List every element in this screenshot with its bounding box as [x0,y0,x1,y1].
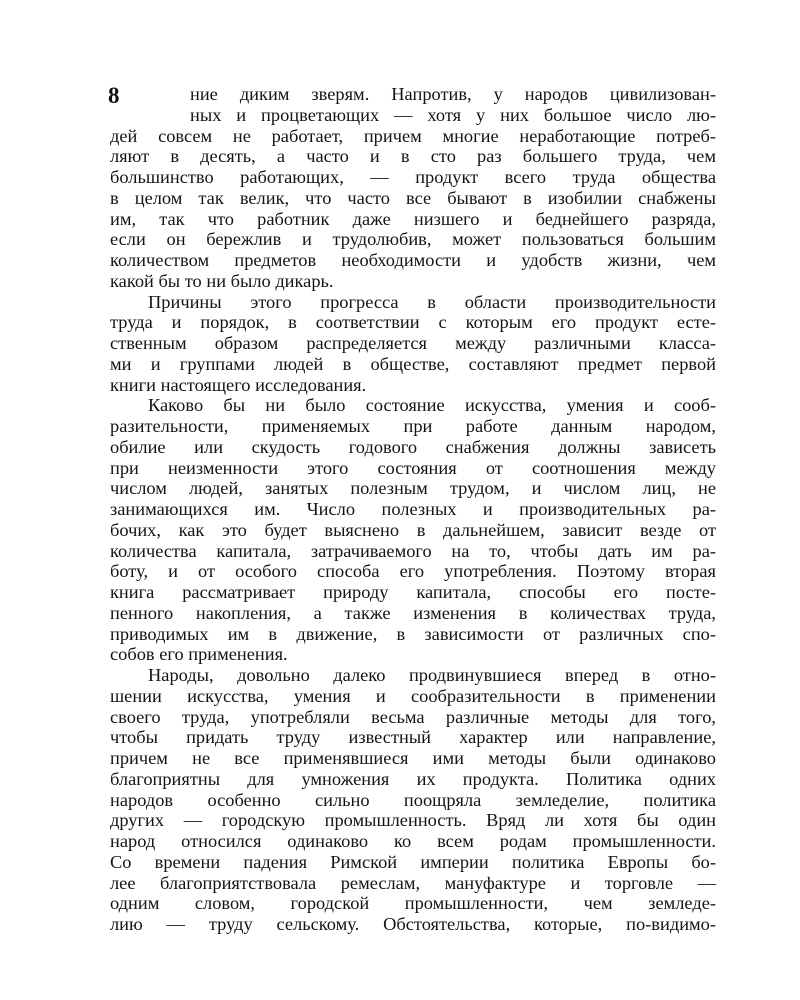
text-line: в целом так велик, что часто все бывают в изобилии снабжены [110,187,716,208]
text-line: ние диким зверям. Напротив, у народов цивилизован- [190,84,716,104]
text-line: большинство работающих, — продукт всего труда общества [110,167,716,187]
text-line: Со времени падения Римской империи политика Европы бо- [110,851,716,872]
text-line: книга рассматривает природу капитала, способы его посте- [110,582,716,602]
text-line: лее благоприятствовала ремеслам, мануфактуре и торговле — [110,872,716,893]
text-line: благоприятны для умножения их продукта. Политика одних [110,768,716,789]
text-line: обилие или скудость годового снабжения должны зависеть [110,436,716,457]
text-line: если он бережлив и трудолюбив, может пользоваться большим [110,229,716,250]
text-line: Каково бы ни было состояние искусства, умения и сооб- [148,395,716,416]
page-number: 8 [108,83,120,108]
text-line: ных и процветающих — хотя у них большое число лю- [190,104,716,125]
text-line: ственным образом распределяется между различными класса- [110,333,716,353]
text-line: Народы, довольно далеко продвинувшиеся вперед в отно- [148,665,716,685]
text-line: бочих, как это будет выяснено в дальнейшем, зависит везде от [110,519,716,540]
text-line: лию — труду сельскому. Обстоятельства, которые, по-видимо- [110,914,716,934]
text-line: при неизменности этого состояния от соотношения между [110,457,716,478]
text-line: чтобы придать труду известный характер или направление, [110,727,716,748]
text-line: одним словом, городской промышленности, чем земледе- [110,893,716,914]
text-line: занимающихся им. Число полезных и производительных ра- [110,499,716,519]
text-line: народ относился одинаково ко всем родам промышленности. [110,831,716,851]
body-text [110,84,716,935]
text-line: Причины этого прогресса в области производительности [148,291,716,312]
text-line: ляют в десять, а часто и в сто раз большего труда, чем [110,146,716,167]
text-line: какой бы то ни было дикарь. [110,270,334,291]
text-line: своего труда, употребляли весьма различные методы для того, [110,706,716,727]
text-line: книги настоящего исследования. [110,374,367,395]
text-line: собов его применения. [110,644,288,665]
text-line: труда и порядок, в соответствии с которым его продукт есте- [110,312,716,333]
text-line: числом людей, занятых полезным трудом, и числом лиц, не [110,478,716,499]
text-line: дей совсем не работает, причем многие неработающие потреб- [110,125,716,146]
text-line: народов особенно сильно поощряла земледелие, политика [110,789,716,810]
text-line: количества капитала, затрачиваемого на то, чтобы дать им ра- [110,540,716,561]
text-line: других — городскую промышленность. Вряд ли хотя бы один [110,810,716,831]
text-line: шении искусства, умения и сообразительности в применении [110,685,716,706]
text-line: причем не все применявшиеся ими методы были одинаково [110,748,716,768]
text-line: количеством предметов необходимости и удобств жизни, чем [110,250,716,270]
text-line: боту, и от особого способа его употребления. Поэтому вторая [110,561,716,582]
text-line: пенного накопления, а также изменения в количествах труда, [110,602,716,623]
text-line: разительности, применяемых при работе данным народом, [110,416,716,436]
text-line: приводимых им в движение, в зависимости от различных спо- [110,623,716,644]
text-line: им, так что работник даже низшего и беднейшего разряда, [110,208,716,229]
text-line: ми и группами людей в обществе, составляют предмет первой [110,353,716,374]
